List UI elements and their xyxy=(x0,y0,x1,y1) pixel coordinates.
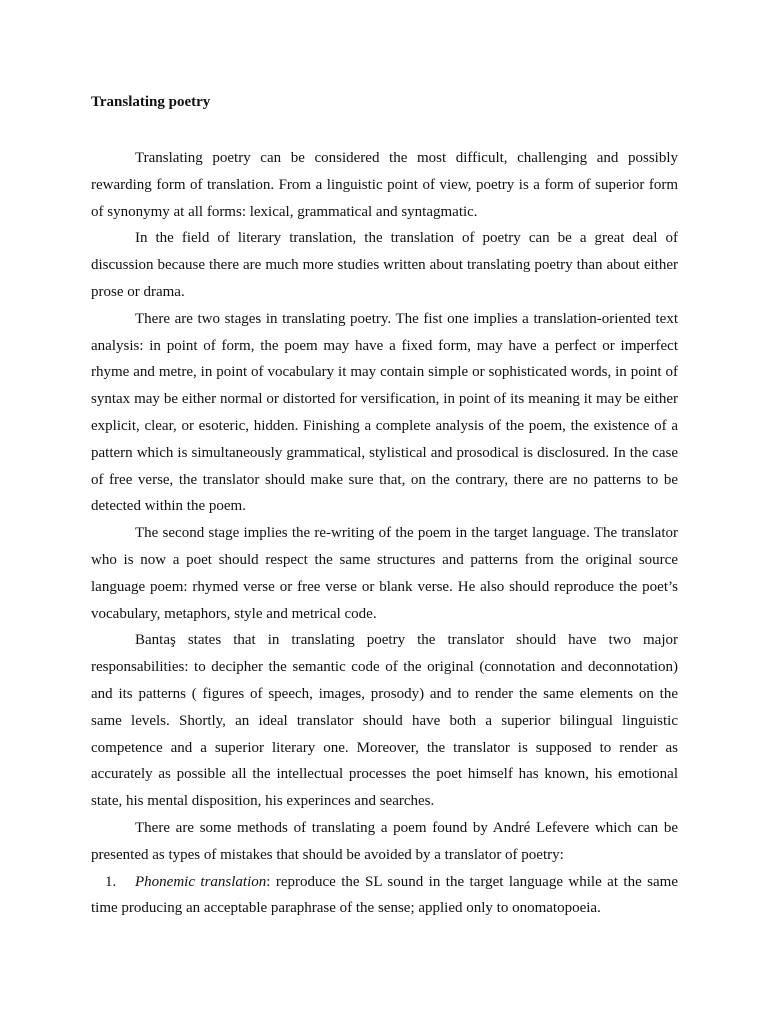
list-item-text: : reproduce the SL sound in the target language while at the same time producing an acceptable paraphrase of the sense; applied only to onomatopoeia. xyxy=(91,873,679,917)
list-item-number: 1. xyxy=(105,873,117,890)
document-body xyxy=(91,145,678,922)
document-title: Translating poetry xyxy=(91,94,211,110)
paragraph: In the field of literary translation, the translation of poetry can be a great deal of discussion because there are much more studies written about translating poetry than about either prose or drama. xyxy=(91,230,678,300)
paragraph: There are some methods of translating a poem found by André Lefevere which can be presented as types of mistakes that should be avoided by a translator of poetry: xyxy=(91,819,678,863)
list-item-term: Phonemic translation xyxy=(135,873,267,890)
paragraph: There are two stages in translating poetry. The fist one implies a translation-oriented text analysis: in point of form, the poem may have a fixed form, may have a perfect or imperfect rhyme and metre, in point of vocabulary it may contain simple or sophisticated words, in point of syntax may be either normal or distorted for versification, in point of its meaning it may be either explicit, clear, or esoteric, hidden. Finishing a complete analysis of the poem, the existence of a pattern which is simultaneously grammatical, stylistical and prosodical is disclosured. In the case of free verse, the translator should make sure that, on the contrary, there are no patterns to be detected within the poem. xyxy=(91,310,678,515)
list-item xyxy=(91,869,678,923)
paragraph: Bantaş states that in translating poetry the translator should have two major responsabilities: to decipher the semantic code of the original (connotation and deconnotation) and its patterns ( figures of speech, images, prosody) and to render the same elements on the same levels. Shortly, an ideal translator should have both a superior bilingual linguistic competence and a superior literary one. Moreover, the translator is supposed to render as accurately as possible all the intellectual processes the poet himself has known, his emotional state, his mental disposition, his experinces and searches. xyxy=(91,632,678,810)
paragraph: Translating poetry can be considered the most difficult, challenging and possibly rewarding form of translation. From a linguistic point of view, poetry is a form of superior form of synonymy at all forms: lexical, grammatical and syntagmatic. xyxy=(91,150,678,220)
methods-list xyxy=(91,869,678,923)
paragraph: The second stage implies the re-writing of the poem in the target language. The translator who is now a poet should respect the same structures and patterns from the original source language poem: rhymed verse or free verse or blank verse. He also should reproduce the poet’s vocabulary, metaphors, style and metrical code. xyxy=(91,525,678,622)
